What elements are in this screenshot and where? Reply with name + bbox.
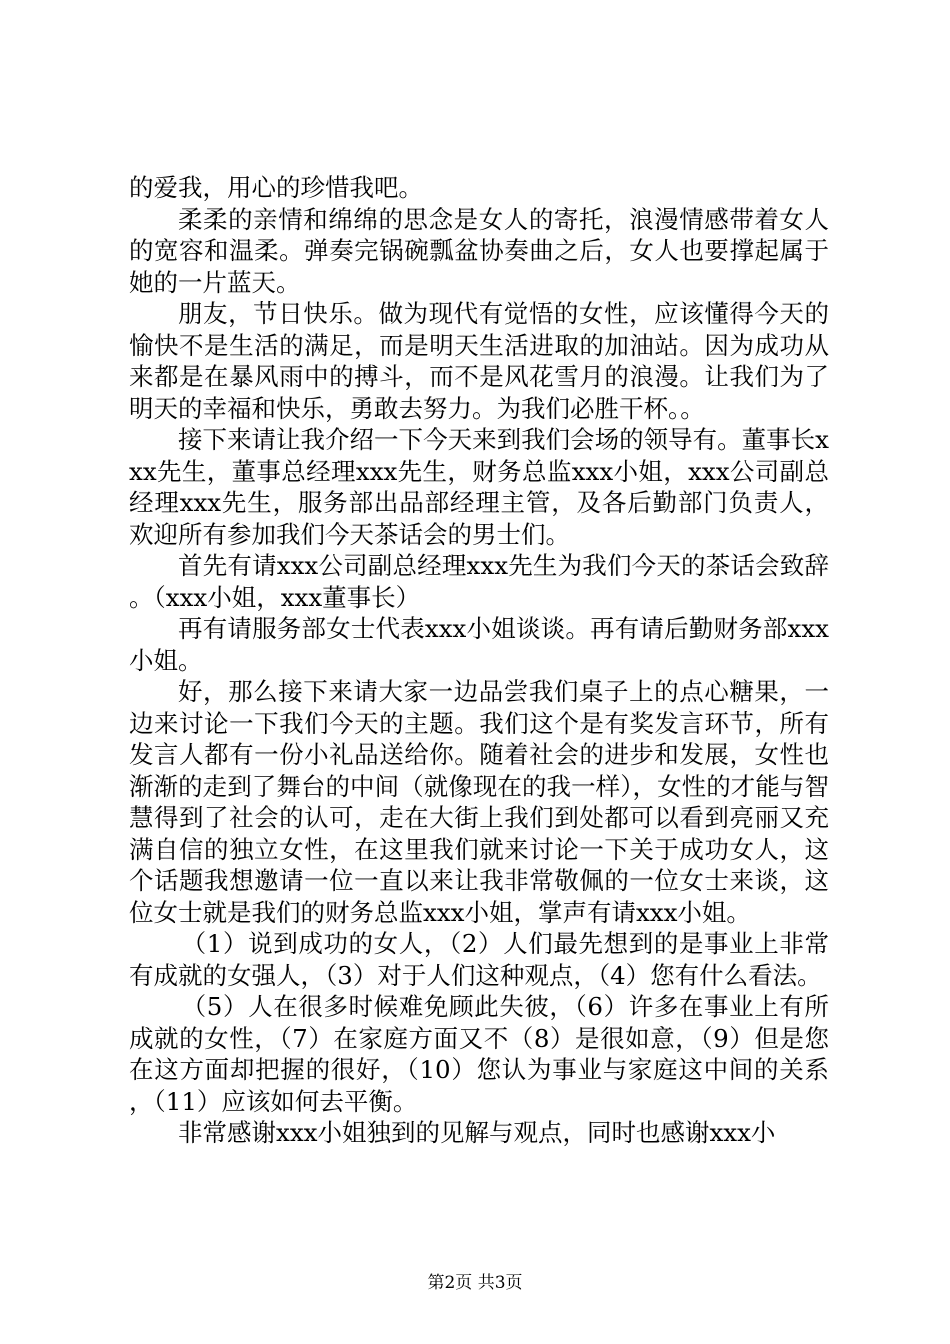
paragraph-thanks: 非常感谢xxx小姐独到的见解与观点，同时也感谢xxx小 [178,1118,776,1147]
paragraph-questions-1: （1）说到成功的女人，（2）人们最先想到的是事业上非常有成就的女强人，（3）对于人们这种观点，（4）您有什么看法。 [129,929,829,990]
paragraph-leaders-intro: 接下来请让我介绍一下今天来到我们会场的领导有。董事长xxx先生，董事总经理xxx先生，财务总监xxx小姐，xxx公司副总经理xxx先生，服务部出品部经理主管，及各后勤部门负责人，欢迎所有参加我们今天茶话会的男士们。 [129,425,829,549]
paragraph-continuation: 的爱我，用心的珍惜我吧。 [129,173,423,202]
page-number-footer: 第2页 共3页 [427,1273,523,1293]
paragraph-opening-speech: 首先有请xxx公司副总经理xxx先生为我们今天的茶话会致辞。（xxx小姐，xxx董事长） [129,551,829,612]
document-body [129,172,829,1149]
paragraph-service-rep: 再有请服务部女士代表xxx小姐谈谈。再有请后勤财务部xxx小姐。 [129,614,829,675]
paragraph-greeting: 朋友，节日快乐。做为现代有觉悟的女性，应该懂得今天的愉快不是生活的满足，而是明天生活进取的加油站。因为成功从来都是在暴风雨中的搏斗，而不是风花雪月的浪漫。让我们为了明天的幸福和快乐，勇敢去努力。为我们必胜干杯。。 [129,299,829,423]
paragraph-tenderness: 柔柔的亲情和绵绵的思念是女人的寄托，浪漫情感带着女人的宽容和温柔。弹奏完锅碗瓢盆协奏曲之后，女人也要撑起属于她的一片蓝天。 [129,204,829,297]
paragraph-discussion: 好，那么接下来请大家一边品尝我们桌子上的点心糖果，一边来讨论一下我们今天的主题。我们这个是有奖发言环节，所有发言人都有一份小礼品送给你。随着社会的进步和发展，女性也渐渐的走到了舞台的中间（就像现在的我一样），女性的才能与智慧得到了社会的认可，走在大街上我们到处都可以看到亮丽又充满自信的独立女性，在这里我们就来讨论一下关于成功女人，这个话题我想邀请一位一直以来让我非常敬佩的一位女士来谈，这位女士就是我们的财务总监xxx小姐，掌声有请xxx小姐。 [129,677,829,927]
paragraph-questions-2: （5）人在很多时候难免顾此失彼，（6）许多在事业上有所成就的女性，（7）在家庭方面又不（8）是很如意，（9）但是您在这方面却把握的很好，（10）您认为事业与家庭这中间的关系，（11）应该如何去平衡。 [129,992,829,1116]
